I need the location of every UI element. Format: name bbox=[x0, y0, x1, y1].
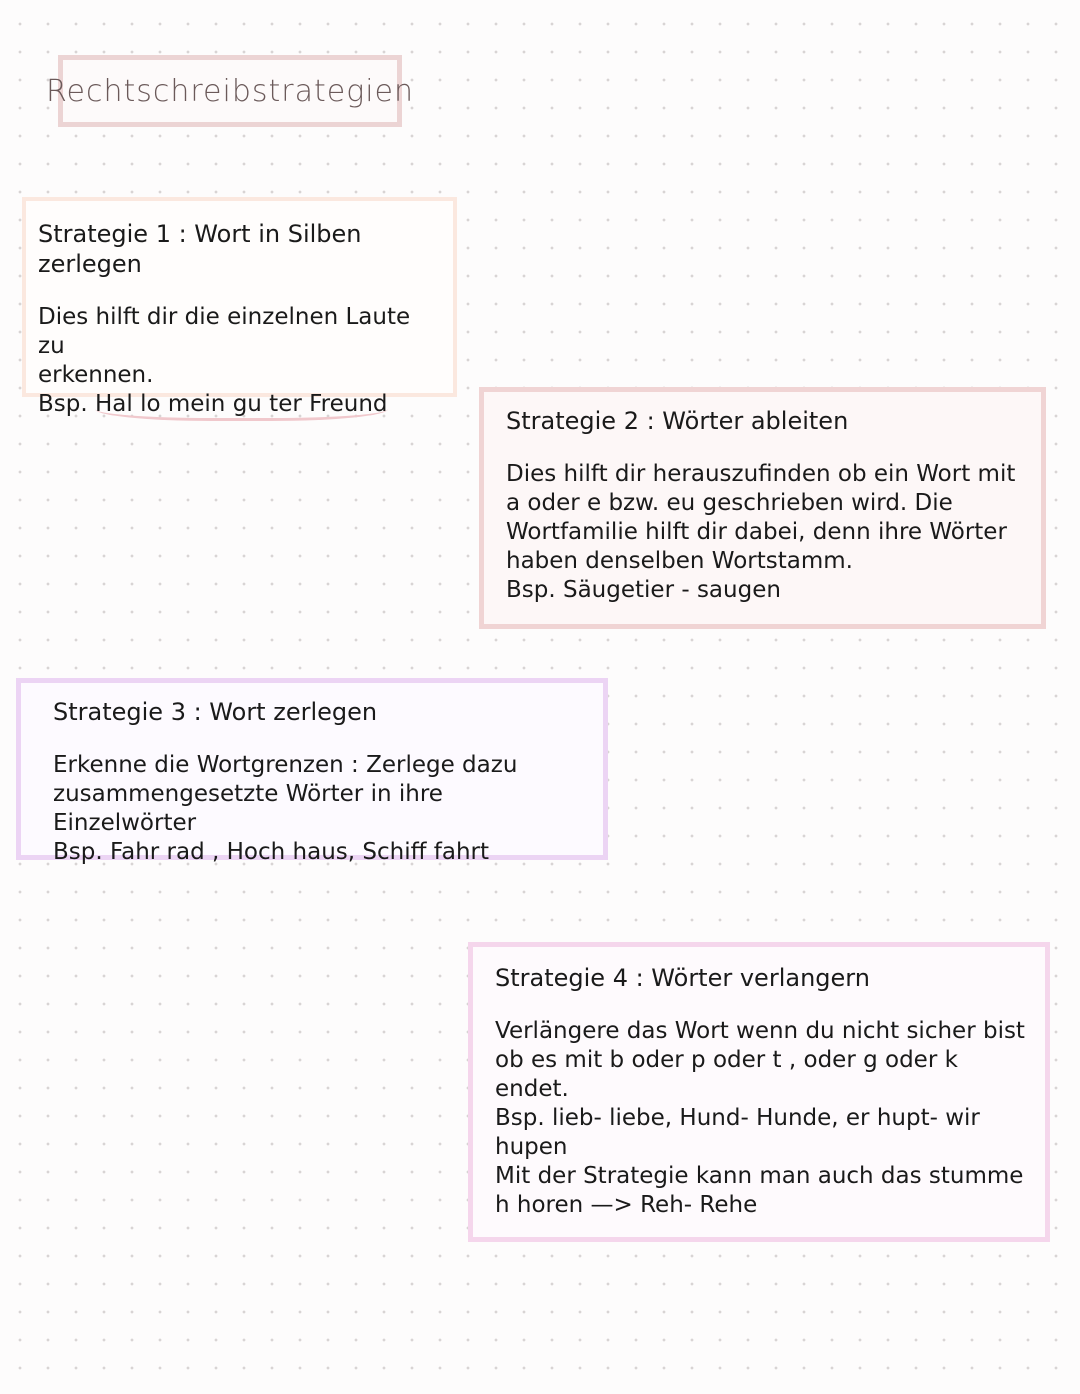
strategy-1-example: Hal lo mein gu ter Freund bbox=[95, 391, 388, 421]
strategy-card-3 bbox=[16, 678, 608, 865]
strategy-4-heading: Strategie 4 : Wörter verlangern bbox=[495, 964, 870, 992]
page-title: Rechtschreibstrategien bbox=[46, 73, 415, 109]
strategy-card-2 bbox=[479, 387, 1046, 629]
strategy-card-4 bbox=[468, 942, 1050, 1242]
strategy-3-heading: Strategie 3 : Wort zerlegen bbox=[53, 698, 378, 726]
strategy-1-example-line bbox=[38, 390, 441, 419]
strategy-3-body: Erkenne die Wortgrenzen : Zerlege dazu zusammengesetzte Wörter in ihre Einzelwörter Bsp. Fahr rad , Hoch haus, Schiff fahrt bbox=[53, 752, 518, 865]
strategy-4-body: Verlängere das Wort wenn du nicht sicher bist ob es mit b oder p oder t , oder g oder k endet. Bsp. lieb- liebe, Hund- Hunde, er hupt- wir hupen Mit der Strategie kann man auch das stumme h horen —> Reh- Rehe bbox=[495, 1018, 1025, 1218]
title-box bbox=[46, 55, 415, 127]
strategy-2-body: Dies hilft dir herauszufinden ob ein Wort mit a oder e bzw. eu geschrieben wird. Die Wortfamilie hilft dir dabei, denn ihre Wörter haben denselben Wortstamm. Bsp. Säugetier - saugen bbox=[506, 461, 1016, 603]
strategy-1-example-prefix: Bsp. bbox=[38, 391, 88, 417]
strategy-card-1 bbox=[22, 197, 457, 417]
strategy-1-body: Dies hilft dir die einzelnen Laute zu erkennen. bbox=[38, 304, 411, 388]
strategy-2-heading: Strategie 2 : Wörter ableiten bbox=[506, 407, 849, 435]
strategy-1-heading: Strategie 1 : Wort in Silben zerlegen bbox=[38, 220, 362, 278]
